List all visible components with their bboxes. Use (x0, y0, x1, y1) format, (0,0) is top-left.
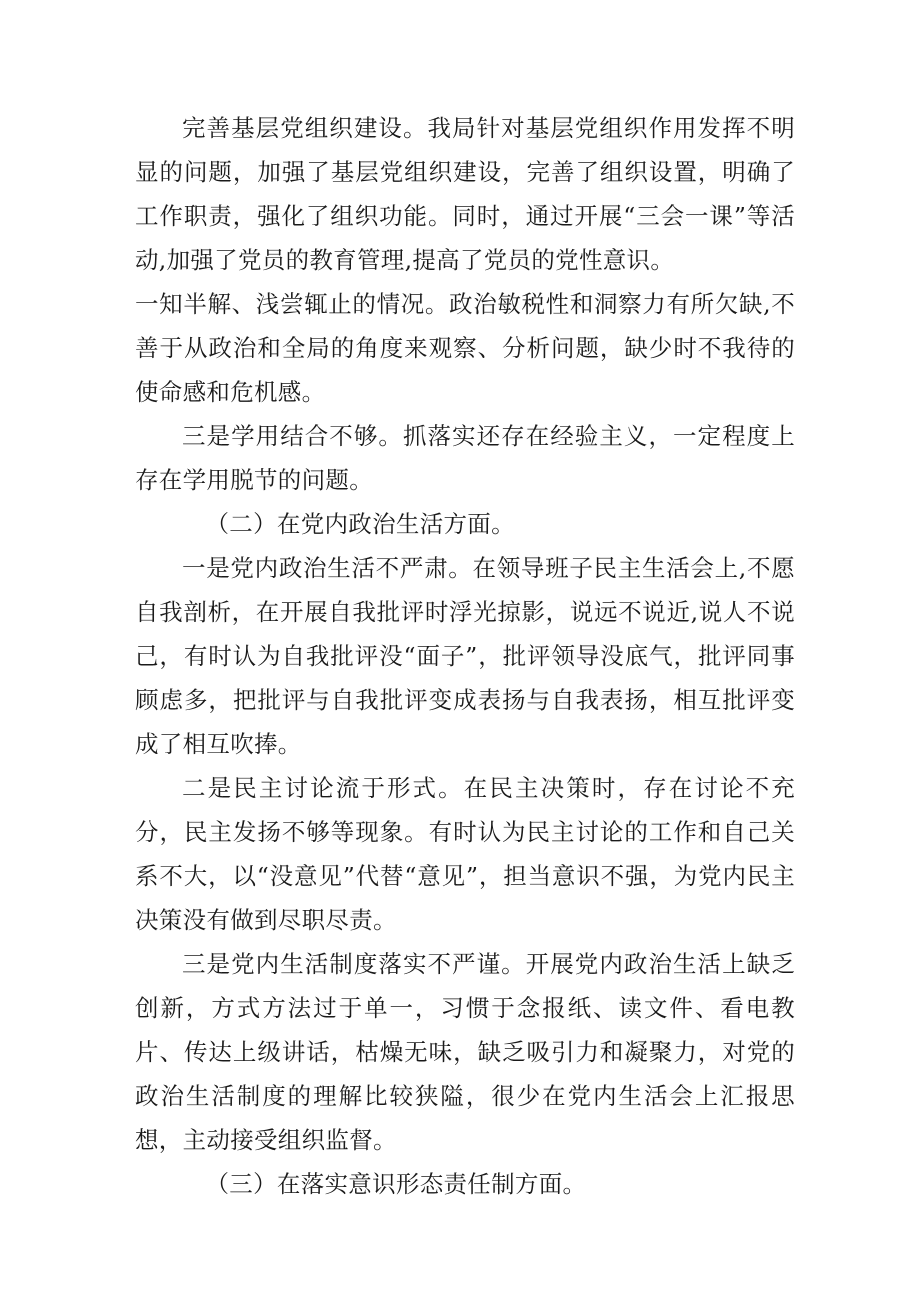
paragraph-system-implementation: 三是党内生活制度落实不严谨。开展党内政治生活上缺乏创新，方式方法过于单一，习惯于念报纸、读文件、看电教片、传达上级讲话，枯燥无味，缺乏吸引力和凝聚力，对党的政治生活制度的理解比较狭隘，很少在党内生活会上汇报思想，主动接受组织监督。 (135, 950, 795, 1154)
paragraph-political-life-serious: 一是党内政治生活不严肃。在领导班子民主生活会上,不愿自我剖析，在开展自我批评时浮光掠影，说远不说近,说人不说己，有时认为自我批评没“面子”，批评领导没底气，批评同事顾虑多，把批评与自我批评变成表扬与自我表扬，相互批评变成了相互吹捧。 (135, 554, 795, 758)
paragraph-party-organization: 完善基层党组织建设。我局针对基层党组织作用发挥不明显的问题，加强了基层党组织建设，完善了组织设置，明确了工作职责，强化了组织功能。同时，通过开展“三会一课”等活动,加强了党员的教育管理,提高了党员的党性意识。 (135, 114, 795, 274)
paragraph-political-sensitivity: 一知半解、浅尝辄止的情况。政治敏税性和洞察力有所欠缺,不善于从政治和全局的角度来观察、分析问题，缺少时不我待的使命感和危机感。 (135, 290, 795, 406)
paragraph-study-application: 三是学用结合不够。抓落实还存在经验主义，一定程度上存在学用脱节的问题。 (135, 422, 795, 494)
section-heading-political-life: （二）在党内政治生活方面。 (205, 510, 515, 538)
paragraph-democratic-discussion: 二是民主讨论流于形式。在民主决策时，存在讨论不充分，民主发扬不够等现象。有时认为民主讨论的工作和自己关系不大，以“没意见”代替“意见”，担当意识不强，为党内民主决策没有做到尽职尽责。 (135, 774, 795, 934)
section-heading-ideology-responsibility: （三）在落实意识形态责任制方面。 (205, 1170, 587, 1198)
document-body (135, 106, 795, 1206)
